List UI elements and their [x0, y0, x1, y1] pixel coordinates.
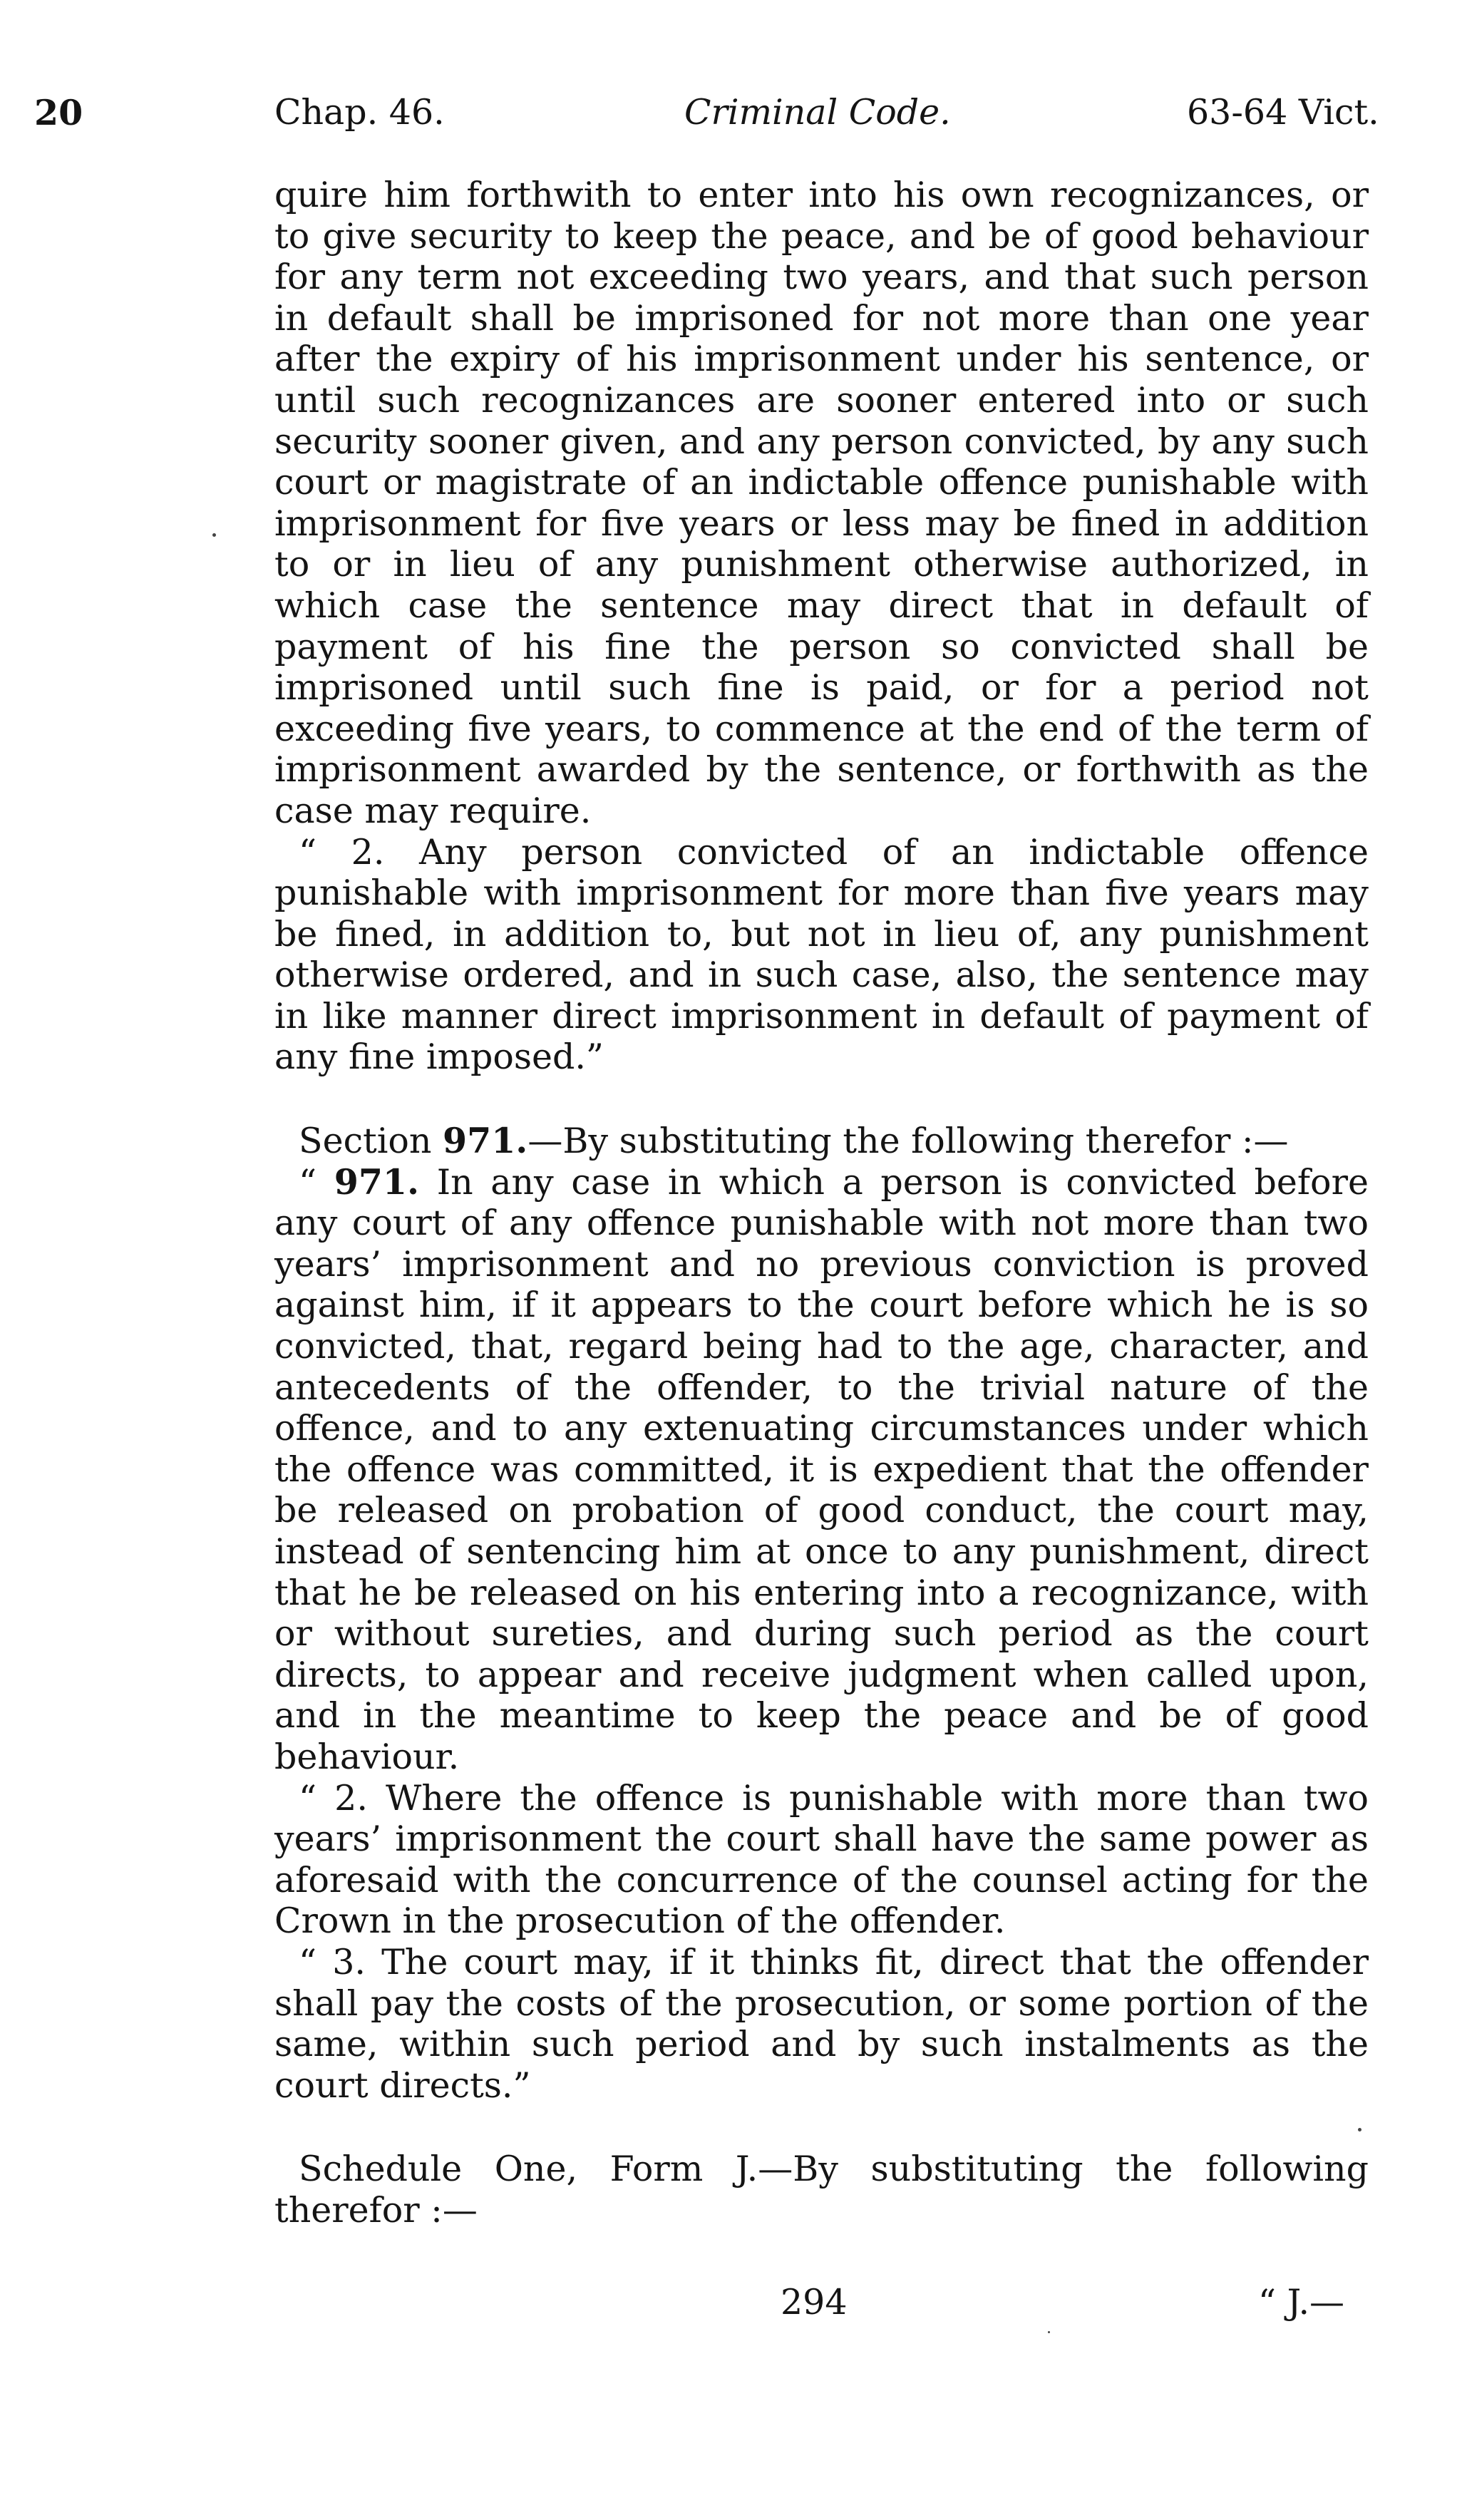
paragraph-section-971-heading	[274, 1121, 1369, 1162]
print-speck	[1048, 2331, 1050, 2333]
schedule-gap	[274, 2106, 1369, 2149]
running-title: Criminal Code.	[684, 92, 951, 133]
session-label: 63-64 Vict.	[1187, 92, 1379, 133]
paragraph-subsection-2: “ 2. Any person convicted of an indictable offence punishable with imprisonment for more than five years may be fined, in addition to, but not in lieu of, any punishment otherwise ordered, and in such case, also, the sentence may in like manner direct imprisonment in default of payment of any fine imposed.”	[274, 831, 1369, 1078]
print-speck	[1358, 2128, 1361, 2131]
paragraph-971-subsection-3: “ 3. The court may, if it thinks fit, direct that the offender shall pay the costs of the prosecution, or some portion of the same, within such period and by such instalments as the court directs.”	[274, 1941, 1369, 2106]
paragraph-schedule-form-j: Schedule One, Form J.—By substituting the following therefor :—	[274, 2149, 1369, 2231]
paragraph-continuation: quire him forthwith to enter into his own recognizances, or to give security to keep the peace, and be of good behaviour for any term not exceeding two years, and that such person in default shall be imprisoned for not more than one year after the expiry of his imprisonment under his sentence, or until such recognizances are sooner entered into or such security sooner given, and any person convicted, by any such court or magistrate of an indictable offence punishable with imprisonment for five years or less may be fined in addition to or in lieu of any punishment otherwise authorized, in which case the sentence may direct that in default of payment of his fine the person so convicted shall be imprisoned until such fine is paid, or for a period not exceeding five years, to commence at the end of the term of imprisonment awarded by the sentence, or forthwith as the case may require.	[274, 175, 1369, 831]
text-body	[274, 175, 1369, 2231]
page-number: 20	[34, 92, 83, 133]
section-gap	[274, 1078, 1369, 1121]
footer-catchword: “ J.—	[1258, 2282, 1345, 2323]
footer-page-number: 294	[781, 2282, 848, 2323]
section-heading-text: —By substituting the following therefor :—	[527, 1121, 1289, 1162]
section-971-body: In any case in which a person is convicted before any court of any offence punishable with not more than two years’ imprisonment and no previous conviction is proved against him, if it appears to the court before which he is so convicted, that, regard being had to the age, character, and antecedents of the offender, to the trivial nature of the offence, and to any extenuating circumstances under which the offence was committed, it is expedient that the offender be released on probation of good conduct, the court may, instead of sentencing him at once to any punishment, direct that he be released on his entering into a recognizance, with or without sureties, and during such period as the court directs, to appear and receive judgment when called upon, and in the meantime to keep the peace and be of good behaviour.	[274, 1161, 1369, 1777]
chapter-label: Chap. 46.	[274, 92, 445, 133]
paragraph-section-971-text	[274, 1162, 1369, 1778]
section-number-971: 971.	[334, 1161, 420, 1203]
page-header	[0, 84, 1462, 141]
print-speck	[212, 533, 216, 537]
section-lead: Section	[299, 1121, 443, 1162]
paragraph-971-subsection-2: “ 2. Where the offence is punishable with more than two years’ imprisonment the court shall have the same power as aforesaid with the concurrence of the counsel acting for the Crown in the prosecution of the offender.	[274, 1777, 1369, 1942]
section-number: 971.	[443, 1120, 528, 1162]
quote-open: “	[299, 1161, 334, 1203]
